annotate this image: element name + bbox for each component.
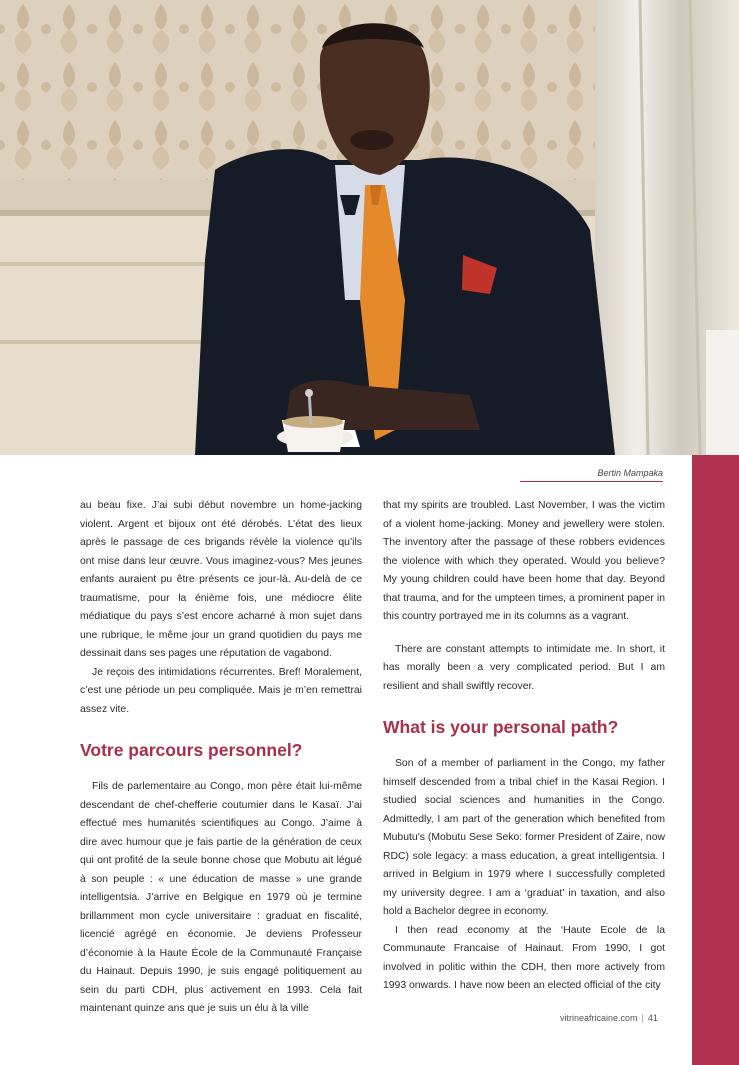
footer-separator: | (641, 1013, 644, 1023)
section-heading: What is your personal path? (383, 717, 619, 737)
page-number: 41 (647, 1013, 658, 1023)
photo-caption: Bertin Mampaka (520, 468, 663, 482)
paragraph: Fils de parlementaire au Congo, mon père était lui-même descendant de chef-chefferie coutumier dans le Kasaï. J’ai effectué mes humanités scientifiques au Congo. J’aime à dire avec humour que je fais partie de la génération de ceux qui ont profité de la seule bonne chose que Mobutu ait légué à son peuple : « une éducation de masse » une grande intelligentsia. J’arrive en Belgique en 1979 où je termine brillamment mon cycle universitaire : graduat en fiscalité, licencié agrégé en économie. Je deviens Professeur d’économie à la Haute École de la Communauté Française du Hainaut. Depuis 1990, je suis engagé politiquement au sein du parti CDH, plus activement en 1993. Cela fait maintenant quinze ans que je suis un élu à la ville (80, 781, 362, 1014)
section-heading: Votre parcours personnel? (80, 740, 303, 760)
paragraph: that my spirits are troubled. Last November, I was the victim of a violent home-jacking. Money and jewellery were stolen. The inventory after the passage of these robbers evidences the violence with which they operated. Would you believe? My young children could have been home that day. Beyond that trauma, and for the umpteen times, a prominent paper in this country portrayed me in its columns as a vagrant. (383, 500, 665, 622)
site-name: vitrineafricaine.com (560, 1013, 638, 1023)
portrait-photo (0, 0, 739, 455)
page-footer (560, 1013, 658, 1023)
paragraph: There are constant attempts to intimidate me. In short, it has morally been a very complicated period. But I am resilient and shall swiftly recover. (383, 643, 665, 692)
paragraph: I then read economy at the ‘Haute Ecole de la Communaute Francaise of Hainaut. From 1990, I got involved in politic within the CDH, then more actively from 1993 onwards. I have now been an elected official of the city (383, 924, 665, 991)
english-column (383, 497, 665, 996)
paragraph: Je reçois des intimidations récurrentes. Bref! Moralement, c’est une période un peu compliquée. Mais je m’en remettrai assez vite. (80, 666, 362, 715)
french-column (80, 497, 362, 1019)
paragraph: Son of a member of parliament in the Congo, my father himself descended from a tribal chief in the Kasai Region. I studied social sciences and humanities in the Congo. Admittedly, I am part of the generation which benefited from Mubutu’s (Mobutu Sese Seko: former President of Zaire, now RDC) sole legacy: a mass education, a great intelligentsia. I arrived in Belgium in 1979 where I successfully completed my university degree. I am a ‘graduat’ in taxation, and also hold a Bachelor degree in economy. (383, 758, 665, 917)
accent-side-bar (692, 455, 739, 1065)
paragraph: au beau fixe. J’ai subi début novembre un home-jacking violent. Argent et bijoux ont été dérobés. L’état des lieux après le passage de ces brigands révèle la violence qu’ils ont mise dans leur œuvre. Vous imaginez-vous? Mes jeunes enfants auraient pu être présents ce jour-là. Au-delà de ce traumatisme, pour la énième fois, une médiocre élite médiatique du pays s’est encore acharné à mon sujet dans une rubrique, le même jour un grand quotidien du pays me dessinait dans ses pages une réputation de vagabond. (80, 500, 362, 659)
